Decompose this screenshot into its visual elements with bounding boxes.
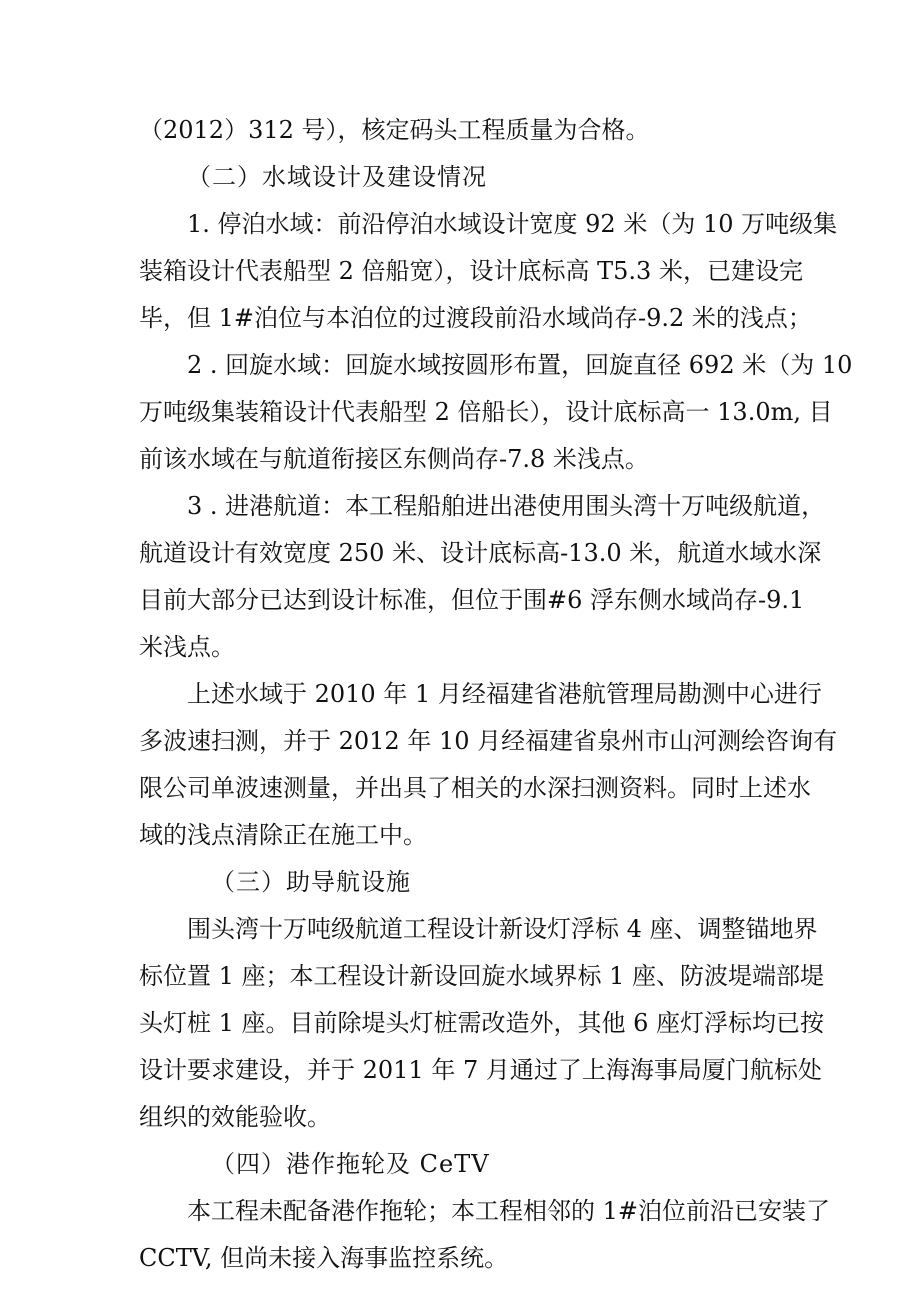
- paragraph-line: 域的浅点清除正在施工中。: [139, 821, 427, 849]
- paragraph: [139, 107, 789, 154]
- section-heading: [139, 154, 789, 201]
- paragraph-line: 标位置 1 座；本工程设计新设回旋水域界标 1 座、防波堤端部堤: [139, 962, 825, 990]
- paragraph-line: 围头湾十万吨级航道工程设计新设灯浮标 4 座、调整锚地界: [187, 915, 818, 943]
- paragraph-line: CCTV, 但尚未接入海事监控系统。: [139, 1244, 509, 1272]
- paragraph: [139, 483, 826, 671]
- section-heading: [139, 859, 789, 906]
- paragraph-line: （2012）312 号），核定码头工程质量为合格。: [139, 116, 650, 144]
- heading-text: （三）助导航设施: [211, 868, 411, 896]
- heading-text: （四）港作拖轮及 CeTV: [211, 1150, 490, 1178]
- paragraph-line: 毕，但 1#泊位与本泊位的过渡段前沿水域尚存-9.2 米的浅点；: [139, 304, 812, 332]
- paragraph: [139, 671, 838, 859]
- paragraph-line: 本工程未配备港作拖轮；本工程相邻的 1#泊位前沿已安装了: [187, 1197, 831, 1225]
- paragraph-line: 组织的效能验收。: [139, 1103, 331, 1131]
- paragraph: [139, 906, 825, 1141]
- paragraph-line: 头灯桩 1 座。目前除堤头灯桩需改造外，其他 6 座灯浮标均已按: [139, 1009, 825, 1037]
- paragraph-line: 限公司单波速测量，并出具了相关的水深扫测资料。同时上述水: [139, 774, 811, 802]
- paragraph-line: 装箱设计代表船型 2 倍船宽），设计底标高 T5.3 米，已建设完: [139, 257, 803, 285]
- paragraph-line: 前该水域在与航道衔接区东侧尚存-7.8 米浅点。: [139, 445, 649, 473]
- paragraph-line: 航道设计有效宽度 250 米、设计底标高-13.0 米，航道水域水深: [139, 539, 822, 567]
- paragraph: [139, 201, 838, 342]
- paragraph-line: 目前大部分已达到设计标准，但位于围#6 浮东侧水域尚存-9.1: [139, 586, 805, 614]
- section-heading: [139, 1141, 789, 1188]
- paragraph-line: 米浅点。: [139, 633, 235, 661]
- paragraph: [139, 1188, 831, 1282]
- paragraph-line: 上述水域于 2010 年 1 月经福建省港航管理局勘测中心进行: [187, 680, 822, 708]
- paragraph-line: 1. 停泊水域：前沿停泊水域设计宽度 92 米（为 10 万吨级集: [187, 210, 838, 238]
- paragraph-line: 万吨级集装箱设计代表船型 2 倍船长），设计底标高一 13.0m, 目: [139, 398, 833, 426]
- paragraph: [139, 342, 853, 483]
- paragraph-line: 设计要求建设，并于 2011 年 7 月通过了上海海事局厦门航标处: [139, 1056, 822, 1084]
- heading-text: （二）水域设计及建设情况: [187, 163, 487, 191]
- paragraph-line: 3 . 进港航道：本工程船舶进出港使用围头湾十万吨级航道，: [187, 492, 826, 520]
- paragraph-line: 多波速扫测，并于 2012 年 10 月经福建省泉州市山河测绘咨询有: [139, 727, 838, 755]
- paragraph-line: 2 . 回旋水域：回旋水域按圆形布置，回旋直径 692 米（为 10: [187, 351, 853, 379]
